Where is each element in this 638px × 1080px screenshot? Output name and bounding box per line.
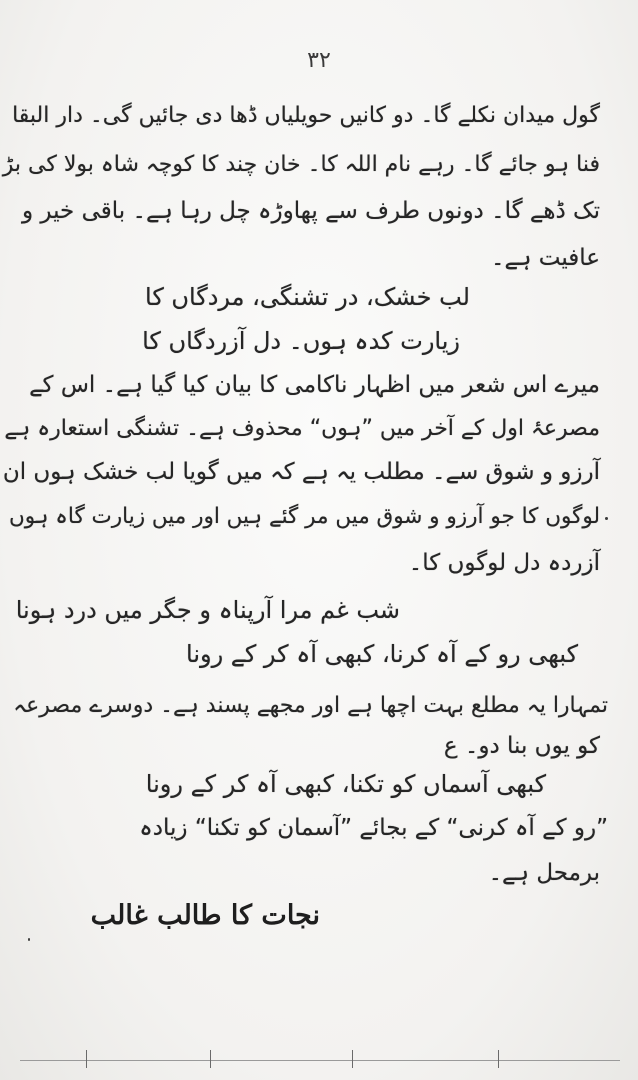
couplet1-line-2: زیارت کدہ ہوں۔ دل آزردگاں کا — [142, 327, 460, 355]
paragraph4-line-2: برمحل ہے۔ — [488, 860, 600, 886]
scan-edge-tick — [498, 1050, 499, 1068]
paragraph2-line-3: آرزو و شوق سے۔ مطلب یہ ہے کہ میں گویا لب خشک ہوں ان — [2, 459, 600, 485]
couplet1-line-1: لب خشک، در تشنگی، مردگاں کا — [145, 283, 470, 311]
paragraph2-line-4: لوگوں کا جو آرزو و شوق میں مر گئے ہیں اور میں زیارت گاہ ہوں — [8, 504, 600, 529]
paragraph2-line-1: میرے اس شعر میں اظہار ناکامی کا بیان کیا گیا ہے۔ اس کے — [29, 372, 600, 398]
verse3-line: کبھی آسماں کو تکنا، کبھی آہ کر کے رونا — [145, 770, 546, 798]
scan-speck — [605, 517, 608, 520]
paragraph2-line-5: آزردہ دل لوگوں کا۔ — [408, 550, 600, 576]
couplet2-line-2: کبھی رو کے آہ کرنا، کبھی آہ کر کے رونا — [186, 640, 578, 668]
scan-speck — [28, 938, 30, 941]
signature: نجات کا طالب غالب — [90, 900, 320, 931]
paragraph1-line-2: فنا ہو جائے گا۔ رہے نام اللہ کا۔ خان چند کا کوچہ شاہ بولا کی بڑ — [2, 152, 600, 177]
paragraph4-line-1: ”رو کے آہ کرنی“ کے بجائے ”آسمان کو تکنا“ زیادہ — [139, 815, 608, 841]
paragraph1-line-1: گول میدان نکلے گا۔ دو کانیں حویلیاں ڈھا دی جائیں گی۔ دار البقا — [12, 103, 600, 128]
paragraph3-line-2: کو یوں بنا دو۔ ع — [443, 733, 600, 759]
scan-edge-tick — [86, 1050, 87, 1068]
scan-edge-tick — [352, 1050, 353, 1068]
paragraph1-line-4: عافیت ہے۔ — [491, 245, 600, 271]
scan-bottom-edge — [20, 1060, 620, 1061]
paragraph3-line-1: تمہارا یہ مطلع بہت اچھا ہے اور مجھے پسند ہے۔ دوسرے مصرعہ — [13, 693, 608, 718]
paragraph1-line-3: تک ڈھے گا۔ دونوں طرف سے پھاوڑہ چل رہا ہے۔ باقی خیر و — [22, 198, 600, 224]
scan-edge-tick — [210, 1050, 211, 1068]
page-number: ۳۲ — [307, 48, 331, 73]
paragraph2-line-2: مصرعۂ اول کے آخر میں ”ہوں“ محذوف ہے۔ تشنگی استعارہ ہے — [4, 416, 600, 441]
couplet2-line-1: شب غم مرا آرپناہ و جگر میں درد ہونا — [15, 596, 400, 624]
